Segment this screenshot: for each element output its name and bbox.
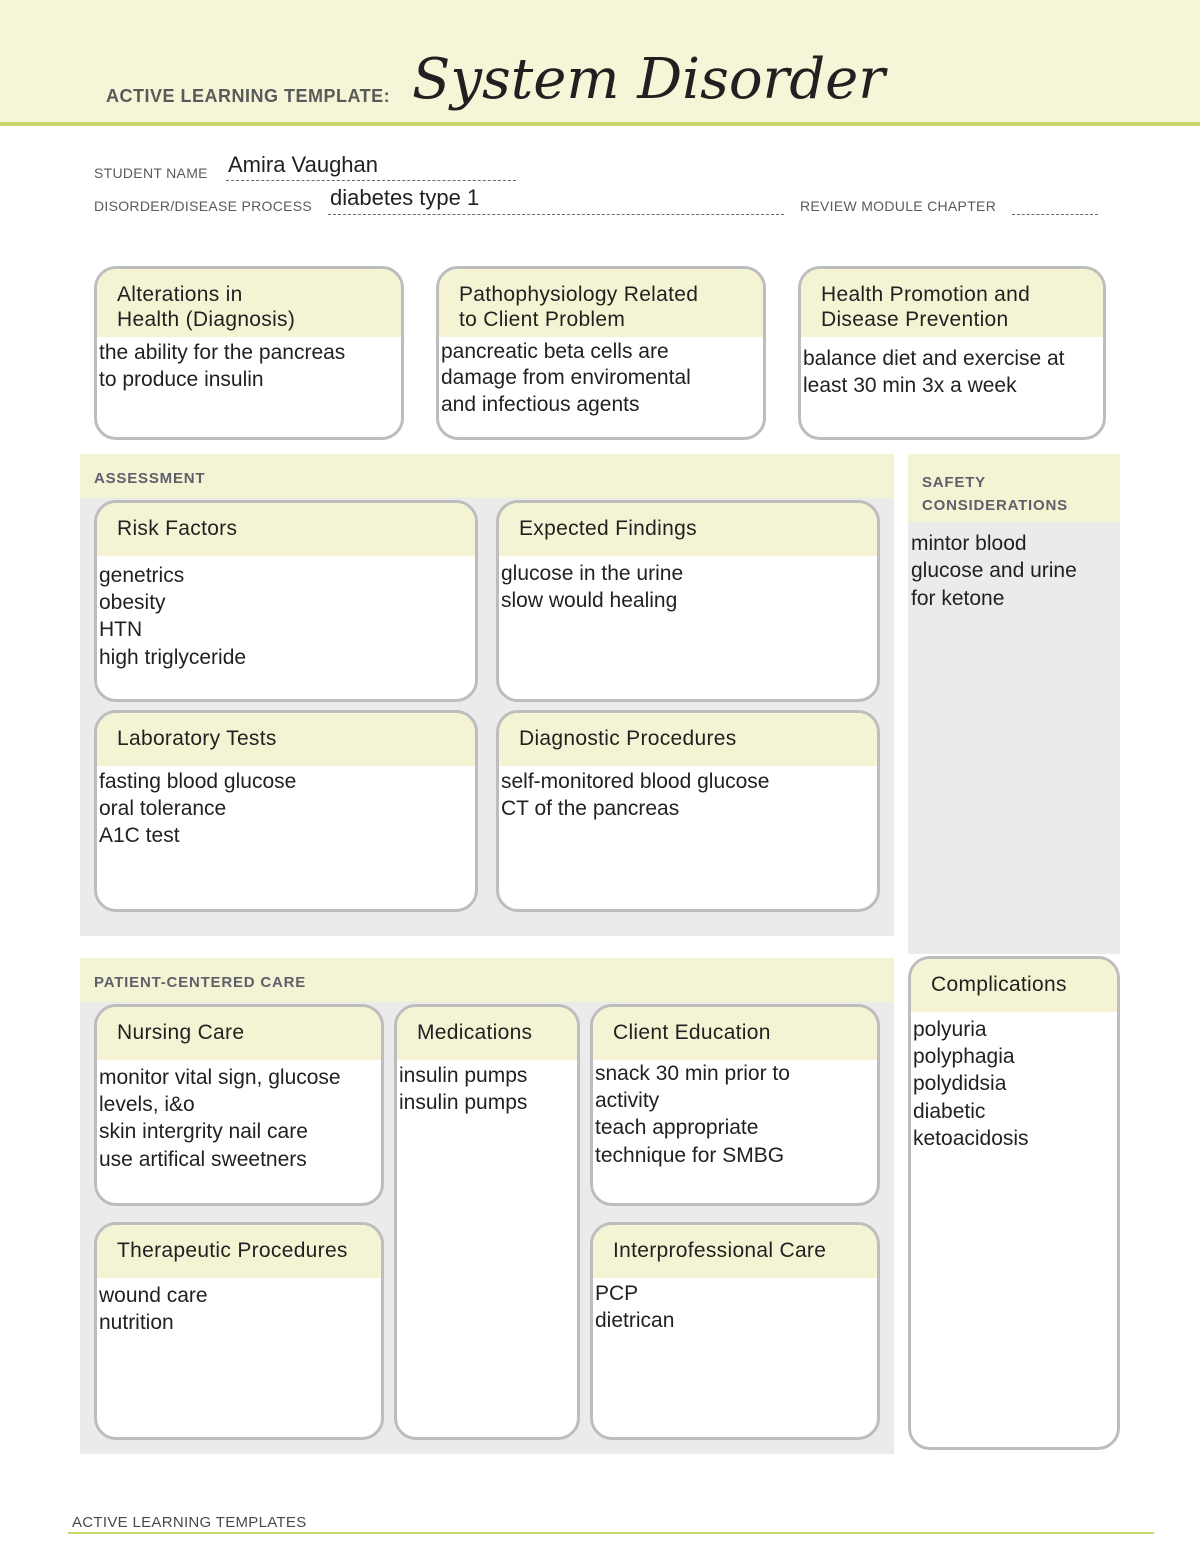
complications-box [908,956,1120,1450]
text-line: to produce insulin [99,367,264,391]
safety-title-line1: SAFETY [922,474,986,491]
safety-content[interactable] [909,528,1079,612]
text-line: slow would healing [501,589,678,613]
risk-factors-title: Risk Factors [97,503,475,556]
alterations-box [94,266,404,440]
text-line: monitor vital sign, glucose [99,1065,341,1089]
laboratory-tests-box [94,710,478,912]
text-line: self-monitored blood glucose [501,769,770,793]
risk-factors-content[interactable] [97,556,475,671]
text-line: snack 30 min prior to [595,1061,790,1085]
text-line: polyphagia [913,1045,1015,1069]
text-line: and infectious agents [441,393,640,417]
interprofessional-care-title: Interprofessional Care [593,1225,877,1278]
interprofessional-care-box [590,1222,880,1440]
text-line: ketoacidosis [913,1126,1029,1150]
risk-factors-box [94,500,478,702]
assessment-section-title: ASSESSMENT [94,470,206,487]
patient-centered-care-header [80,958,894,1002]
template-label: ACTIVE LEARNING TEMPLATE: [106,86,391,106]
text-line: levels, i&o [99,1093,195,1117]
interprofessional-care-content[interactable] [593,1278,877,1335]
health-promotion-content[interactable] [801,337,1103,400]
text-line: insulin pumps [399,1091,528,1115]
nursing-care-box [94,1004,384,1206]
disorder-label: DISORDER/DISEASE PROCESS [94,198,313,214]
pathophysiology-box [436,266,766,440]
text-line: mintor blood [911,532,1027,555]
safety-title [922,472,1068,517]
medications-title: Medications [397,1007,577,1060]
nursing-care-title: Nursing Care [97,1007,381,1060]
review-module-label: REVIEW MODULE CHAPTER [800,198,997,214]
therapeutic-procedures-content[interactable] [97,1278,381,1337]
complications-content[interactable] [911,1012,1117,1152]
nursing-care-content[interactable] [97,1060,381,1173]
text-line: skin intergrity nail care [99,1120,308,1144]
laboratory-tests-content[interactable] [97,766,475,850]
text-line: glucose in the urine [501,561,684,585]
footer-rule [68,1532,1154,1534]
text-line: polydidsia [913,1072,1007,1096]
text-line: glucose and urine [911,559,1077,583]
health-promotion-title [801,269,1103,337]
text-line: wound care [99,1283,208,1307]
text-line: damage from enviromental [441,366,691,390]
student-name-field[interactable]: Amira Vaughan [228,152,379,177]
text-line: HTN [99,618,143,642]
expected-findings-title: Expected Findings [499,503,877,556]
pathophysiology-content[interactable] [439,337,763,420]
text-line: technique for SMBG [595,1143,785,1167]
expected-findings-content[interactable] [499,556,877,615]
safety-header [908,454,1120,522]
alterations-title [97,269,401,337]
pathophysiology-title-line2: to Client Problem [459,307,626,331]
text-line: PCP [595,1281,639,1305]
therapeutic-procedures-box [94,1222,384,1440]
pathophysiology-title-line1: Pathophysiology Related [459,283,699,306]
medications-content[interactable] [397,1060,577,1117]
client-education-content[interactable] [593,1060,877,1169]
disorder-field[interactable]: diabetes type 1 [330,185,480,210]
text-line: activity [595,1089,660,1113]
diagnostic-procedures-title: Diagnostic Procedures [499,713,877,766]
alterations-title-line2: Health (Diagnosis) [117,307,296,331]
text-line: nutrition [99,1311,174,1335]
student-name-label: STUDENT NAME [94,165,208,181]
text-line: polyuria [913,1017,987,1041]
page-title: System Disorder [412,47,886,112]
safety-panel [908,454,1120,954]
medications-box [394,1004,580,1440]
text-line: teach appropriate [595,1116,759,1140]
footer-label: ACTIVE LEARNING TEMPLATES [72,1514,307,1531]
assessment-header [80,454,894,498]
text-line: balance diet and exercise at [803,346,1065,370]
health-promotion-title-line2: Disease Prevention [821,307,1009,331]
client-education-title: Client Education [593,1007,877,1060]
text-line: obesity [99,591,166,615]
text-line: oral tolerance [99,797,227,821]
text-line: fasting blood glucose [99,769,297,793]
therapeutic-procedures-title: Therapeutic Procedures [97,1225,381,1278]
complications-title: Complications [911,959,1117,1012]
text-line: pancreatic beta cells are [441,339,669,363]
diagnostic-procedures-content[interactable] [499,766,877,823]
text-line: insulin pumps [399,1063,528,1087]
client-education-box [590,1004,880,1206]
text-line: A1C test [99,824,180,848]
laboratory-tests-title: Laboratory Tests [97,713,475,766]
text-line: high triglyceride [99,645,247,669]
header-rule [0,122,1200,126]
alterations-content[interactable] [97,337,401,394]
patient-centered-care-section-title: PATIENT-CENTERED CARE [94,974,307,991]
text-line: dietrican [595,1309,675,1333]
review-module-field[interactable] [1012,198,1098,215]
diagnostic-procedures-box [496,710,880,912]
text-line: least 30 min 3x a week [803,373,1017,397]
text-line: the ability for the pancreas [99,340,346,364]
pathophysiology-title [439,269,763,337]
text-line: diabetic [913,1099,986,1123]
health-promotion-box [798,266,1106,440]
safety-title-line2: CONSIDERATIONS [922,496,1068,514]
alterations-title-line1: Alterations in [117,283,243,306]
text-line: genetrics [99,563,185,587]
text-line: for ketone [911,586,1005,610]
health-promotion-title-line1: Health Promotion and [821,283,1031,306]
text-line: use artifical sweetners [99,1147,307,1171]
text-line: CT of the pancreas [501,797,680,821]
expected-findings-box [496,500,880,702]
